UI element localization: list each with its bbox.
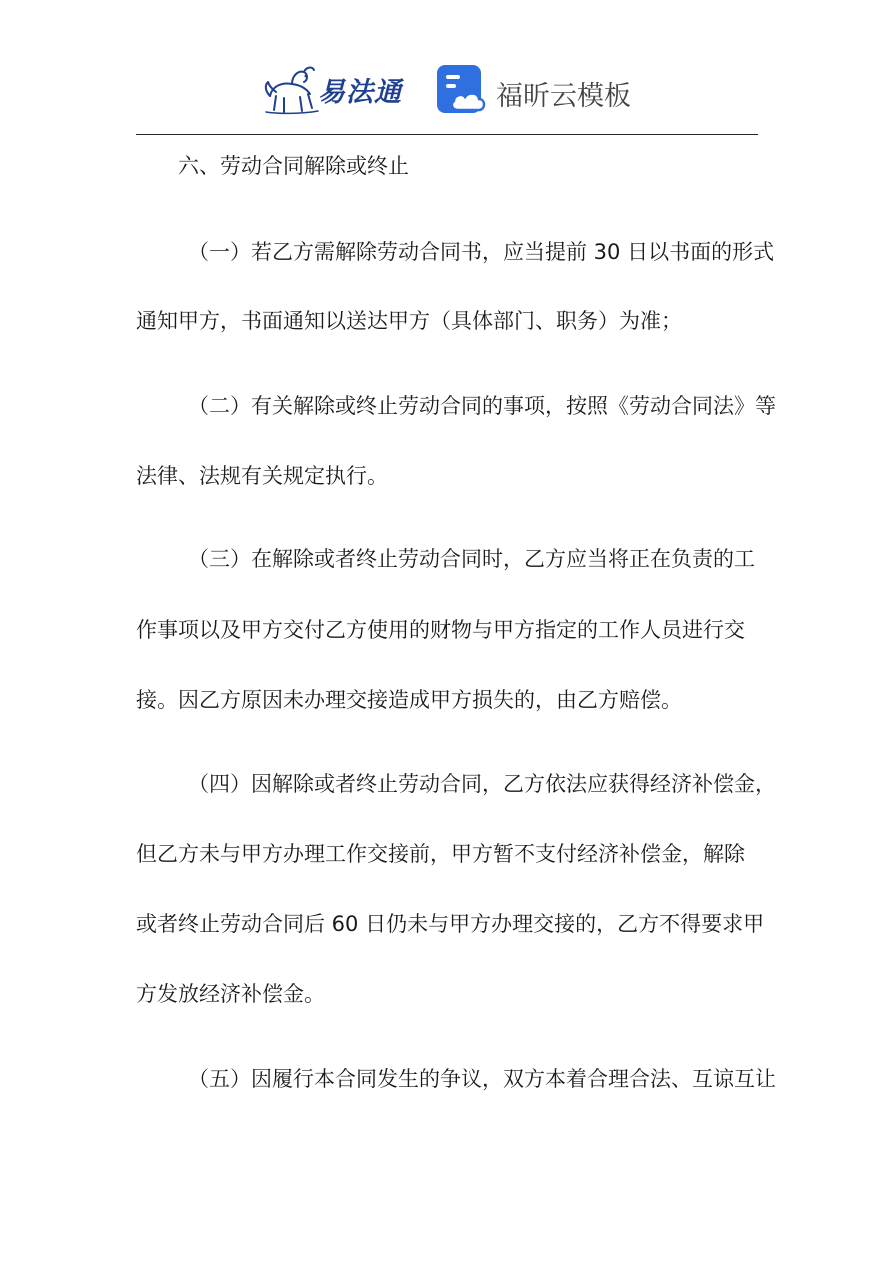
section-heading: 六、劳动合同解除或终止	[178, 154, 409, 178]
brand-fuxin: 福昕云模板	[496, 81, 631, 112]
paragraph-line: 通知甲方，书面通知以送达甲方（具体部门、职务）为准；	[136, 309, 682, 333]
fuxin-logo	[436, 64, 636, 118]
paragraph-line: （一）若乙方需解除劳动合同书，应当提前 30 日以书面的形式	[188, 240, 775, 264]
paragraph-line: 法律、法规有关规定执行。	[136, 464, 388, 488]
paragraph-line: （五）因履行本合同发生的争议，双方本着合理合法、互谅互让	[188, 1067, 776, 1091]
paragraph-line: 方发放经济补偿金。	[136, 982, 325, 1006]
paragraph-line: 作事项以及甲方交付乙方使用的财物与甲方指定的工作人员进行交	[136, 618, 745, 642]
paragraph-line: （三）在解除或者终止劳动合同时，乙方应当将正在负责的工	[188, 547, 755, 571]
cloud-document-icon	[436, 64, 488, 116]
paragraph-line: （二）有关解除或终止劳动合同的事项，按照《劳动合同法》等	[188, 394, 776, 418]
header-divider	[136, 134, 758, 135]
yifatong-logo	[262, 62, 412, 116]
paragraph-line: 但乙方未与甲方办理工作交接前，甲方暂不支付经济补偿金，解除	[136, 842, 745, 866]
paragraph-line: 或者终止劳动合同后 60 日仍未与甲方办理交接的，乙方不得要求甲	[136, 912, 765, 936]
brand-yifatong: 易法通	[318, 77, 402, 108]
page-header	[0, 60, 893, 122]
qilin-icon	[262, 62, 320, 116]
paragraph-line: （四）因解除或者终止劳动合同，乙方依法应获得经济补偿金，	[188, 772, 776, 796]
paragraph-line: 接。因乙方原因未办理交接造成甲方损失的，由乙方赔偿。	[136, 688, 682, 712]
